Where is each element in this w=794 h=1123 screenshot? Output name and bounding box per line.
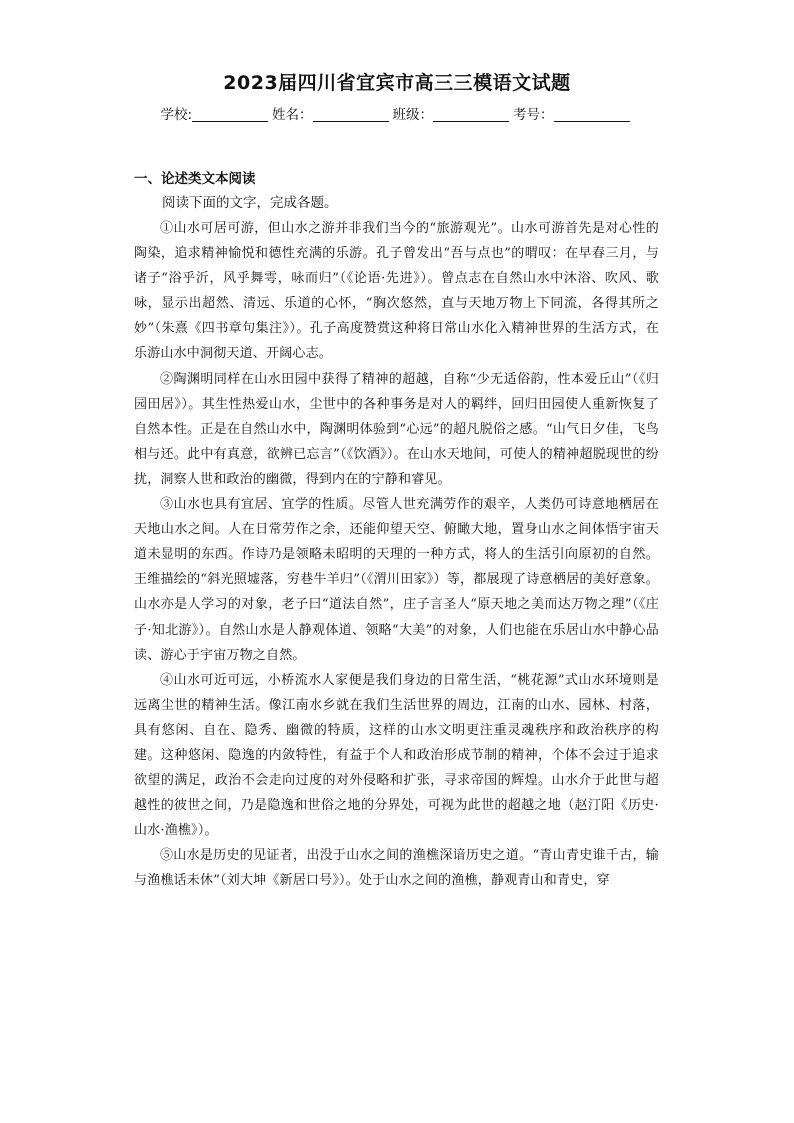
- passage-body: [134, 216, 659, 894]
- name-field: [272, 103, 393, 123]
- school-field: [160, 103, 272, 123]
- reading-instruction: 阅读下面的文字，完成各题。: [162, 195, 338, 211]
- passage-paragraph: ④山水可近可远，小桥流水人家便是我们身边的日常生活，“桃花源”式山水环境则是远离尘世的精神生活。像江南水乡就在我们生活世界的周边，江南的山水、园林、村落，具有悠闲、自在、隐秀、幽微的特质，这样的山水文明更注重灵魂秩序和政治秩序的构建。这种悠闲、隐逸的内敛特性，有益于个人和政治形成节制的精神，个体不会过于追求欲望的满足，政治不会走向过度的对外侵略和扩张，寻求帝国的辉煌。山水介于此世与超越性的彼世之间，乃是隐逸和世俗之地的分界处，可视为此世的超越之地（赵汀阳《历史·山水·渔樵》）。: [134, 672, 659, 839]
- passage-paragraph: ①山水可居可游，但山水之游并非我们当今的“旅游观光”。山水可游首先是对心性的陶染，追求精神愉悦和德性充满的乐游。孔子曾发出“吾与点也”的喟叹：在早春三月，与诸子“浴乎沂，风乎舞雩，咏而归”（《论语·先进》）。曾点志在自然山水中沐浴、吹风、歌咏，显示出超然、清远、乐道的心怀，“胸次悠然，直与天地万物上下同流，各得其所之妙”（朱熹《四书章句集注》）。孔子高度赞赏这种将日常山水化入精神世界的生活方式，在乐游山水中洞彻天道、开阔心志。: [134, 221, 659, 362]
- class-field: [393, 103, 514, 123]
- passage-paragraph: ②陶渊明同样在山水田园中获得了精神的超越，自称“少无适俗韵，性本爱丘山”（《归园田居》）。其生性热爱山水，尘世中的各种事务是对人的羁绊，回归田园使人重新恢复了自然本性。正是在自然山水中，陶渊明体验到“心远”的超凡脱俗之感。“山气日夕佳，飞鸟相与还。此中有真意，欲辨已忘言”（《饮酒》）。在山水天地间，可使人的精神超脱现世的纷扰，洞察人世和政治的幽微，得到内在的宁静和睿见。: [134, 371, 659, 487]
- passage-paragraph: ③山水也具有宜居、宜学的性质。尽管人世充满劳作的艰辛，人类仍可诗意地栖居在天地山水之间。人在日常劳作之余，还能仰望天空、俯瞰大地，置身山水之间体悟宇宙天道未显明的东西。作诗乃是领略未昭明的天理的一种方式，将人的生活引向原初的自然。王维描绘的“斜光照墟落，穷巷牛羊归”（《渭川田家》）等，都展现了诗意栖居的美好意象。山水亦是人学习的对象，老子曰“道法自然”，庄子言圣人“原天地之美而达万物之理”（《庄子·知北游》）。自然山水是人静观体道、领略“大美”的对象，人们也能在乐居山水中静心品读、游心于宇宙万物之自然。: [134, 497, 659, 663]
- school-label: 学校:: [160, 107, 193, 123]
- class-label: 班级：: [392, 107, 434, 123]
- school-blank[interactable]: [192, 107, 268, 122]
- class-blank[interactable]: [433, 107, 509, 122]
- exam-number-blank[interactable]: [554, 107, 630, 122]
- exam-number-field: [513, 103, 634, 123]
- student-info-line: [0, 103, 794, 123]
- name-blank[interactable]: [313, 107, 389, 122]
- exam-number-label: 考号：: [513, 107, 554, 123]
- passage-paragraph: ⑤山水是历史的见证者，出没于山水之间的渔樵深谙历史之道。“青山青史谁千古，输与渔樵话未休”（刘大坤《新居口号》）。处于山水之间的渔樵，静观青山和青史，穿: [134, 848, 659, 889]
- name-label: 姓名：: [272, 107, 313, 123]
- section-heading: 一、论述类文本阅读: [134, 171, 256, 187]
- document-title: 2023届四川省宜宾市高三三模语文试题: [223, 72, 571, 94]
